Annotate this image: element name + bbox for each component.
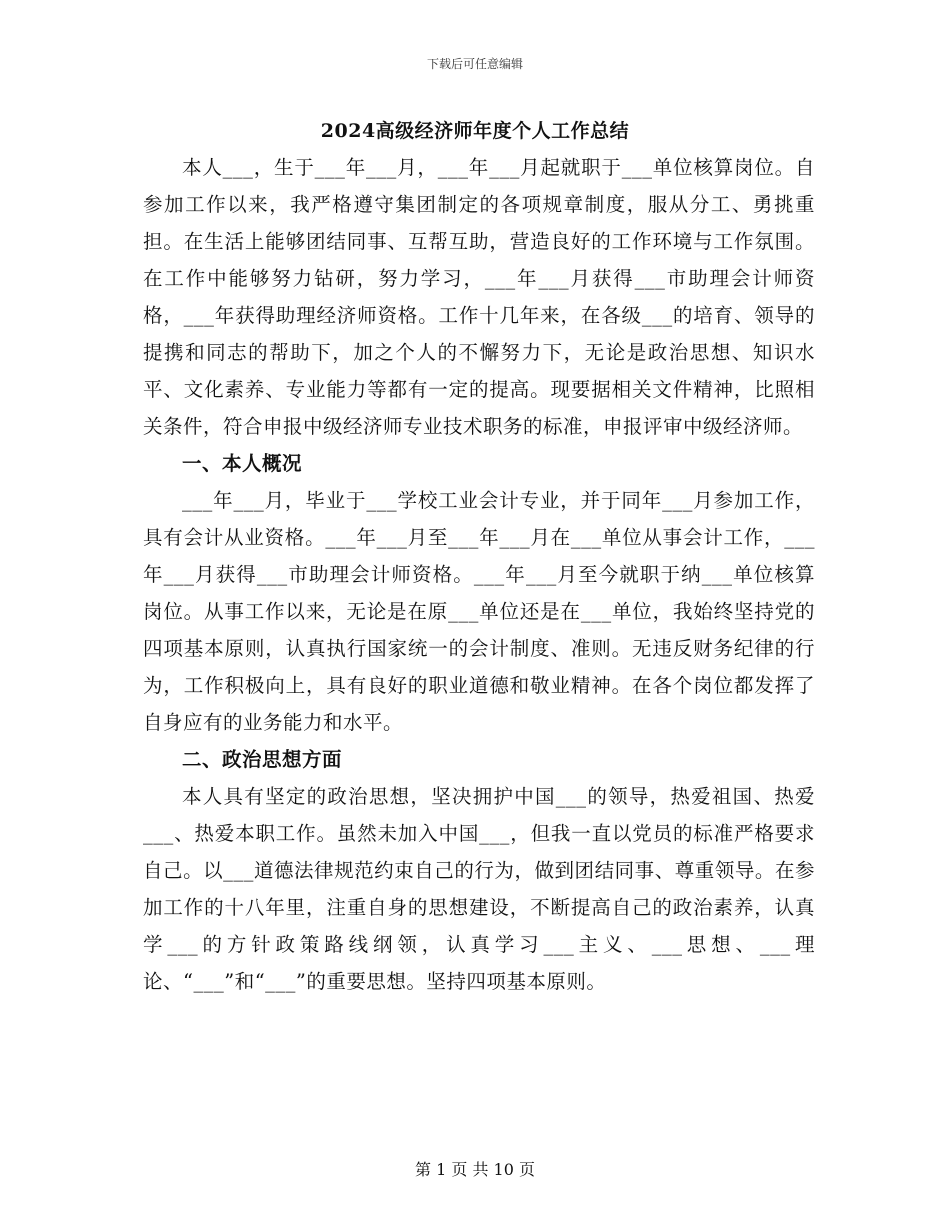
- page-footer: 第 1 页 共 10 页: [415, 1160, 535, 1179]
- document-title: 2024高级经济师年度个人工作总结: [320, 120, 630, 142]
- section-1-heading: 一、本人概况: [182, 452, 303, 475]
- document-body: [143, 149, 815, 1000]
- intro-paragraph: 本人___，生于___年___月，___年___月起就职于___单位核算岗位。自参加工作以来，我严格遵守集团制定的各项规章制度，服从分工、勇挑重担。在生活上能够团结同事、互帮互助，营造良好的工作环境与工作氛围。在工作中能够努力钻研，努力学习，___年___月获得___市助理会计师资格，___年获得助理经济师资格。工作十几年来，在各级___的培育、领导的提携和同志的帮助下，加之个人的不懈努力下，无论是政治思想、知识水平、文化素养、专业能力等都有一定的提高。现要据相关文件精神，比照相关条件，符合申报中级经济师专业技术职务的标准，申报评审中级经济师。: [143, 156, 815, 438]
- section-1-paragraph: ___年___月，毕业于___学校工业会计专业，并于同年___月参加工作，具有会计从业资格。___年___月至___年___月在___单位从事会计工作，___年___月获得___市助理会计师资格。___年___月至今就职于纳___单位核算岗位。从事工作以来，无论是在原___单位还是在___单位，我始终坚持党的四项基本原则，认真执行国家统一的会计制度、准则。无违反财务纪律的行为，工作积极向上，具有良好的职业道德和敬业精神。在各个岗位都发挥了自身应有的业务能力和水平。: [143, 489, 815, 734]
- header-note: 下载后可任意编辑: [426, 57, 523, 71]
- section-2-paragraph: 本人具有坚定的政治思想，坚决拥护中国___的领导，热爱祖国、热爱___、热爱本职工作。虽然未加入中国___，但我一直以党员的标准严格要求自己。以___道德法律规范约束自己的行为，做到团结同事、尊重领导。在参加工作的十八年里，注重自身的思想建设，不断提高自己的政治素养，认真学___的方针政策路线纲领，认真学习___主义、___思想、___理论、“___”和“___”的重要思想。坚持四项基本原则。: [143, 785, 815, 993]
- section-2-heading: 二、政治思想方面: [182, 748, 343, 771]
